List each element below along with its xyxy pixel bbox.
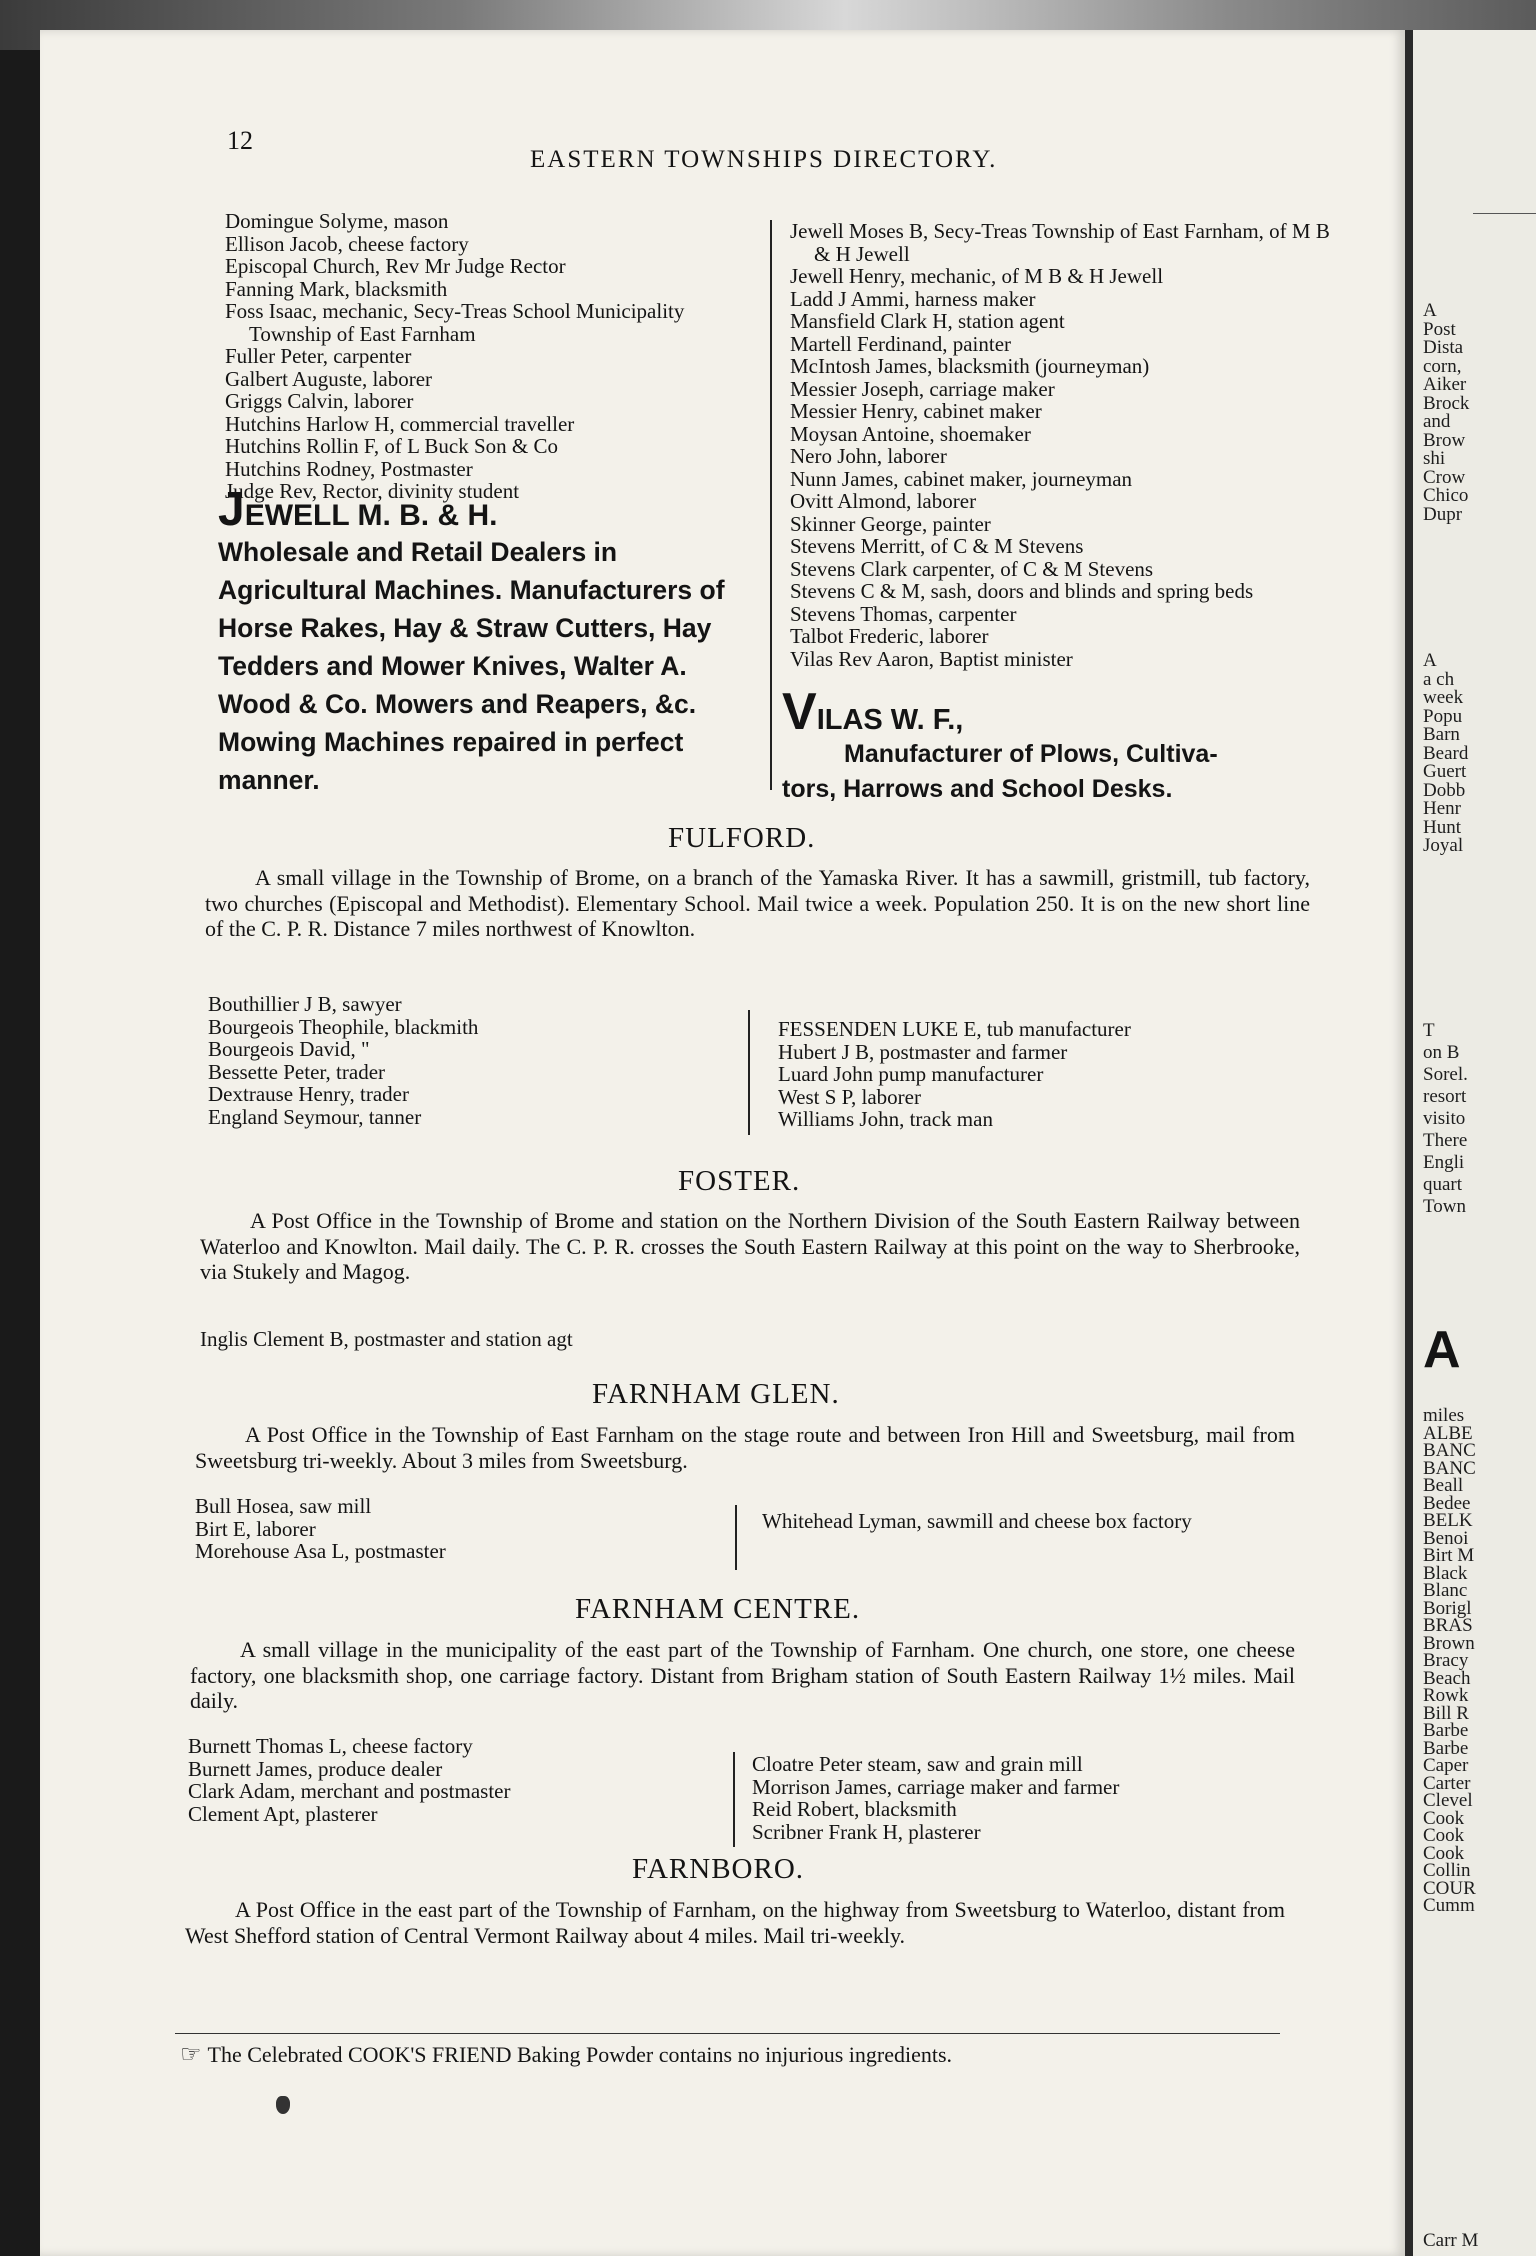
facing-page-text-fragment: Bedee — [1423, 1492, 1471, 1514]
directory-entry: Domingue Solyme, mason — [225, 209, 449, 233]
directory-entry: Nunn James, cabinet maker, journeyman — [790, 466, 1133, 491]
farnham-entries-left — [225, 210, 745, 503]
facing-page-text-fragment: Town — [1423, 1196, 1467, 1217]
column-divider — [770, 220, 772, 790]
directory-entry: Stevens Clark carpenter, of C & M Stevens — [790, 556, 1154, 581]
facing-page-text-fragment: resort — [1423, 1086, 1467, 1107]
directory-entry: Ellison Jacob, cheese factory — [225, 231, 469, 256]
facing-page-text-fragment: Caper — [1423, 1755, 1469, 1776]
directory-entry: Ovitt Almond, laborer — [790, 489, 977, 513]
facing-page-text-fragment: Cook — [1423, 1825, 1465, 1846]
ad-initial: J — [218, 483, 245, 536]
facing-page-text-fragment: Black — [1423, 1562, 1468, 1584]
facing-page-text-fragment: Blanc — [1423, 1580, 1468, 1601]
directory-entry: Martell Ferdinand, painter — [790, 331, 1012, 356]
facing-page-text-fragment: visito — [1423, 1108, 1466, 1129]
directory-entry: Clement Apt, plasterer — [188, 1801, 378, 1826]
pointing-hand-icon: ☞ — [180, 2040, 202, 2068]
facing-page-text-fragment: Brow — [1423, 429, 1466, 451]
column-divider — [748, 1010, 750, 1135]
facing-page-text-fragment: Chico — [1423, 485, 1469, 506]
directory-entry: Birt E, laborer — [195, 1516, 316, 1541]
facing-page-text-fragment: BRAS — [1423, 1615, 1473, 1636]
directory-entry: Foss Isaac, mechanic, Secy-Treas School Municipality Township of East Farnham — [225, 299, 685, 346]
facing-page-text-fragment: Borigl — [1423, 1597, 1472, 1619]
directory-entry: Talbot Frederic, laborer — [790, 624, 989, 648]
facing-page-text-fragment: BANC — [1423, 1457, 1476, 1479]
directory-entry: Ladd J Ammi, harness maker — [790, 286, 1036, 311]
farnham-glen-description: A Post Office in the Township of East Farnham on the stage route and between Iron Hill and Sweetsburg, mail from Sweetsburg tri-weekly. About 3 miles from Sweetsburg. — [195, 1422, 1295, 1473]
directory-entry: Luard John pump manufacturer — [778, 1062, 1044, 1086]
directory-entry: Hutchins Rodney, Postmaster — [225, 456, 473, 481]
section-title-foster: FOSTER. — [678, 1165, 801, 1197]
facing-page-ad-initial: A — [1423, 1321, 1461, 1379]
farnham-centre-entries-left — [188, 1735, 718, 1825]
directory-entry: Burnett James, produce dealer — [188, 1756, 443, 1781]
facing-page-text-fragment: Joyal — [1423, 835, 1464, 856]
directory-entry: Morrison James, carriage maker and farmer — [752, 1774, 1120, 1799]
facing-page-text-fragment: T — [1423, 1020, 1435, 1041]
directory-entry: Williams John, track man — [778, 1107, 993, 1131]
directory-entry: Hutchins Rollin F, of L Buck Son & Co — [225, 434, 558, 458]
farnham-glen-entries-right — [762, 1510, 1302, 1533]
directory-entry: Bull Hosea, saw mill — [195, 1494, 372, 1518]
section-title-farnboro: FARNBORO. — [632, 1853, 805, 1885]
facing-page-text-fragment: Beall — [1423, 1475, 1464, 1496]
facing-page-text-fragment: Beard — [1423, 742, 1469, 764]
facing-page-text-fragment: Cumm — [1423, 1895, 1475, 1916]
facing-page-text-fragment: A — [1423, 300, 1437, 321]
ad-text-line: Manufacturer of Plows, Cultiva- — [844, 740, 1218, 768]
ad-text: Wholesale and Retail Dealers in Agricultural Machines. Manufacturers of Horse Rakes, Hay & Straw Cutters, Hay Tedders and Mower Knives, Walter A. Wood & Co. Mowers and Reapers, &c. Mowing Machines repaired in perfect manner. — [218, 537, 725, 795]
facing-page-text-fragment: Bracy — [1423, 1650, 1469, 1671]
directory-entry: Reid Robert, blacksmith — [752, 1797, 957, 1821]
directory-entry: Stevens C & M, sash, doors and blinds and spring beds — [790, 579, 1254, 603]
facing-page-text-fragment: Clevel — [1423, 1790, 1473, 1811]
facing-page-text-fragment: quart — [1423, 1174, 1463, 1195]
directory-entry: Fuller Peter, carpenter — [225, 344, 412, 368]
directory-entry: Morehouse Asa L, postmaster — [195, 1539, 446, 1563]
directory-entry: Episcopal Church, Rev Mr Judge Rector — [225, 254, 566, 278]
facing-page-text-fragment: on B — [1423, 1042, 1460, 1063]
facing-page-text-fragment: Carr M — [1423, 2230, 1479, 2251]
facing-page-text-fragment: Barn — [1423, 724, 1460, 745]
directory-entry: Bessette Peter, trader — [208, 1059, 386, 1084]
directory-entry: Fanning Mark, blacksmith — [225, 276, 448, 301]
directory-entry: Scribner Frank H, plasterer — [752, 1819, 981, 1844]
directory-entry: FESSENDEN LUKE E, tub manufacturer — [778, 1017, 1131, 1041]
directory-entry: Messier Joseph, carriage maker — [790, 376, 1055, 401]
facing-page-text-fragment: BANC — [1423, 1440, 1476, 1461]
directory-entry: Judge Rev, Rector, divinity student — [225, 479, 520, 503]
directory-entry: Messier Henry, cabinet maker — [790, 399, 1042, 423]
facing-page-text-fragment: Cook — [1423, 1807, 1465, 1829]
section-title-farnham-centre: FARNHAM CENTRE. — [575, 1593, 861, 1625]
facing-page-text-fragment: Barbe — [1423, 1720, 1469, 1741]
jewell-advertisement — [218, 483, 748, 799]
facing-page-text-fragment: Engli — [1423, 1152, 1465, 1173]
directory-entry: Jewell Moses B, Secy-Treas Township of East Farnham, of M B & H Jewell — [790, 219, 1330, 266]
page-number: 12 — [227, 126, 253, 155]
directory-entry: Cloatre Peter steam, saw and grain mill — [752, 1752, 1083, 1776]
page-gutter — [1405, 30, 1413, 2256]
facing-page-text-fragment: week — [1423, 687, 1464, 708]
facing-page-text-fragment: and — [1423, 411, 1451, 432]
directory-entry: Stevens Thomas, carpenter — [790, 601, 1017, 626]
directory-entry: England Seymour, tanner — [208, 1104, 422, 1129]
fulford-description: A small village in the Township of Brome, on a branch of the Yamaska River. It has a sawmill, gristmill, tub factory, two churches (Episcopal and Methodist). Elementary School. Mail twice a week. Population 250. It is on the new short line of the C. P. R. Distance 7 miles northwest of Knowlton. — [205, 865, 1310, 941]
facing-page-text-fragment: Beach — [1423, 1667, 1471, 1689]
facing-page-text-fragment: a ch — [1423, 668, 1455, 690]
farnham-centre-description: A small village in the municipality of the east part of the Township of Farnham. One church, one store, one cheese factory, one blacksmith shop, one carriage factory. Distant from Brigham station of South Eastern Railway 1½ miles. Mail daily. — [190, 1637, 1295, 1713]
directory-entry: Griggs Calvin, laborer — [225, 389, 414, 413]
facing-page-text-fragment: Henr — [1423, 798, 1461, 819]
directory-entry: Skinner George, painter — [790, 511, 991, 536]
directory-entry: Clark Adam, merchant and postmaster — [188, 1779, 511, 1803]
farnboro-description: A Post Office in the east part of the Township of Farnham, on the highway from Sweetsburg to Waterloo, distant from West Shefford station of Central Vermont Railway about 4 miles. Mail tri-weekly. — [185, 1897, 1285, 1948]
facing-page-text-fragment: corn, — [1423, 355, 1462, 377]
facing-page-text-fragment: BELK — [1423, 1510, 1473, 1531]
footer-rule — [175, 2033, 1280, 2034]
column-divider — [733, 1752, 735, 1847]
directory-entry: Whitehead Lyman, sawmill and cheese box factory — [762, 1509, 1192, 1533]
running-head: EASTERN TOWNSHIPS DIRECTORY. — [530, 146, 998, 173]
vilas-advertisement — [782, 683, 1342, 807]
facing-page-text-fragment: Sorel. — [1423, 1064, 1468, 1085]
facing-page-text-fragment: Brown — [1423, 1632, 1475, 1654]
facing-page-text-fragment: Post — [1423, 318, 1456, 340]
farnham-glen-entries-left — [195, 1495, 715, 1563]
directory-entry: West S P, laborer — [778, 1084, 921, 1109]
facing-page-text-fragment: Crow — [1423, 466, 1466, 488]
fulford-entries-right — [778, 1018, 1318, 1131]
facing-page-text-fragment: Bill R — [1423, 1702, 1469, 1724]
foster-description: A Post Office in the Township of Brome and station on the Northern Division of the South Eastern Railway between Waterloo and Knowlton. Mail daily. The C. P. R. crosses the South Eastern Railway at this point on the way to Sherbrooke, via Stukely and Magog. — [200, 1208, 1300, 1284]
ad-firm-name: EWELL M. B. & H. — [244, 499, 498, 532]
facing-page-text-fragment: shi — [1423, 448, 1446, 469]
directory-entry: Jewell Henry, mechanic, of M B & H Jewell — [790, 264, 1164, 288]
facing-page-text-fragment: Benoi — [1423, 1527, 1469, 1549]
facing-page-text-fragment: Brock — [1423, 392, 1470, 414]
ink-blot-mark — [276, 2096, 290, 2114]
fulford-entries-left — [208, 993, 738, 1128]
facing-page-text-fragment: A — [1423, 650, 1437, 671]
directory-entry: Bourgeois David, " — [208, 1037, 370, 1061]
directory-entry: Hutchins Harlow H, commercial traveller — [225, 411, 575, 436]
column-divider — [735, 1505, 737, 1570]
facing-page-text-fragment: COUR — [1423, 1877, 1476, 1899]
facing-page-text-fragment: Aiker — [1423, 374, 1467, 395]
facing-page-text-fragment: Popu — [1423, 705, 1463, 727]
facing-page-text-fragment: Carter — [1423, 1772, 1471, 1794]
section-title-farnham-glen: FARNHAM GLEN. — [592, 1378, 840, 1410]
facing-page-text-fragment: Guert — [1423, 761, 1467, 782]
directory-entry: Galbert Auguste, laborer — [225, 366, 433, 391]
facing-page-text-fragment: Dobb — [1423, 779, 1466, 801]
ad-initial: V — [782, 683, 817, 741]
facing-page-text-fragment: Cook — [1423, 1842, 1465, 1864]
facing-page-text-fragment: Birt M — [1423, 1545, 1475, 1566]
directory-entry: Moysan Antoine, shoemaker — [790, 421, 1031, 446]
directory-entry: Stevens Merritt, of C & M Stevens — [790, 534, 1084, 558]
facing-page-text-fragment: Dista — [1423, 337, 1464, 358]
directory-entry: Bourgeois Theophile, blackmith — [208, 1014, 479, 1039]
footer-text: The Celebrated COOK'S FRIEND Baking Powder contains no injurious ingredients. — [207, 2042, 953, 2067]
directory-entry: Hubert J B, postmaster and farmer — [778, 1039, 1068, 1064]
directory-entry: Burnett Thomas L, cheese factory — [188, 1734, 473, 1758]
ad-firm-name: ILAS W. F., — [816, 704, 964, 736]
facing-page-text-fragment: Dupr — [1423, 503, 1463, 525]
farnham-entries-right — [790, 220, 1350, 670]
facing-page — [1413, 30, 1536, 2256]
facing-page-text-fragment: Rowk — [1423, 1685, 1469, 1706]
foster-entry: Inglis Clement B, postmaster and station agt — [200, 1327, 573, 1351]
directory-entry: Bouthillier J B, sawyer — [208, 992, 402, 1016]
facing-page-text-fragment: There — [1423, 1130, 1468, 1151]
facing-page-rule — [1473, 213, 1536, 214]
facing-page-text-fragment: Barbe — [1423, 1737, 1469, 1759]
section-title-fulford: FULFORD. — [668, 822, 816, 854]
footer-advertisement — [180, 2040, 952, 2068]
facing-page-text-fragment: Hunt — [1423, 816, 1461, 838]
facing-page-text-fragment: miles — [1423, 1405, 1465, 1426]
ad-text-line: tors, Harrows and School Desks. — [782, 775, 1173, 803]
directory-entry: Mansfield Clark H, station agent — [790, 309, 1065, 333]
facing-page-text-fragment: Collin — [1423, 1860, 1471, 1881]
directory-entry: Vilas Rev Aaron, Baptist minister — [790, 646, 1073, 671]
directory-entry: McIntosh James, blacksmith (journeyman) — [790, 354, 1150, 378]
directory-entry: Nero John, laborer — [790, 444, 947, 468]
directory-entry: Dextrause Henry, trader — [208, 1082, 409, 1106]
facing-page-text-fragment: ALBE — [1423, 1422, 1473, 1444]
farnham-centre-entries-right — [752, 1753, 1312, 1843]
